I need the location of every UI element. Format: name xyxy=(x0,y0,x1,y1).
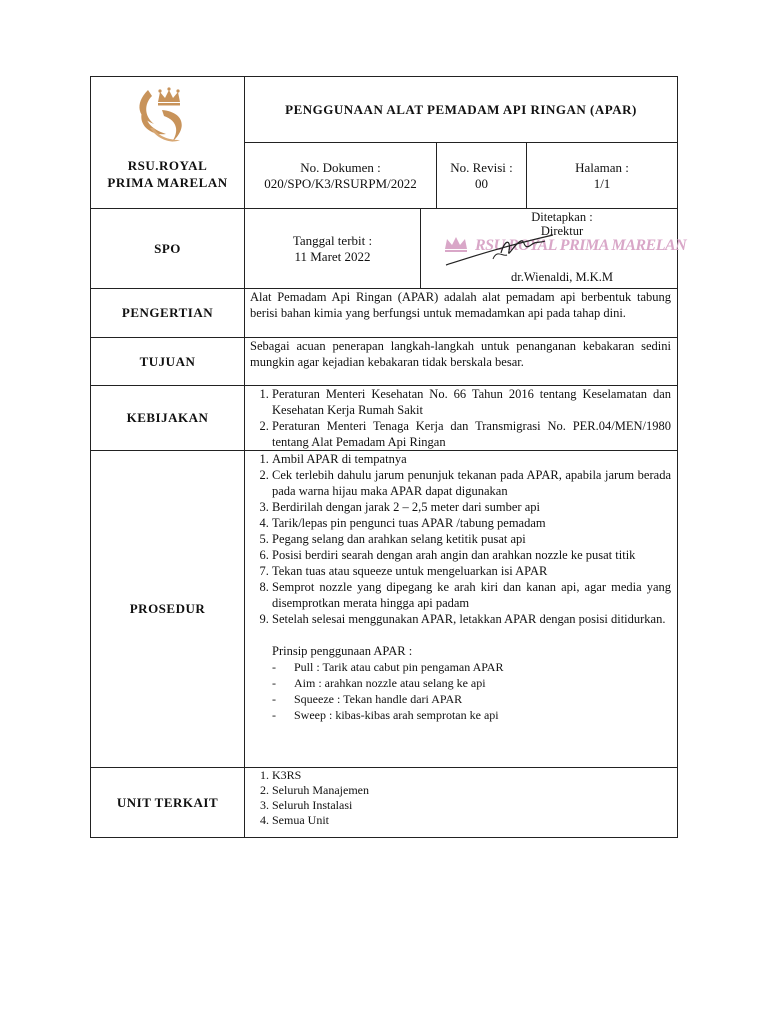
tujuan-label xyxy=(91,338,244,385)
kebijakan-item: 1. Peraturan Menteri Kesehatan No. 66 Tahun 2016 tentang Keselamatan dan Kesehatan Kerja Rumah Sakit xyxy=(272,386,671,418)
prosedur-step: 6. Posisi berdiri searah dengan arah angin dan arahkan nozzle ke pusat titik xyxy=(272,547,671,563)
prosedur-label-text: PROSEDUR xyxy=(129,601,206,616)
hospital-logo xyxy=(128,84,204,146)
prosedur-label xyxy=(91,451,244,767)
unit-item: 1. K3RS xyxy=(272,768,671,783)
principles-title: Prinsip penggunaan APAR : xyxy=(272,644,413,658)
principle-item: - Sweep : kibas-kibas arah semprotan ke api xyxy=(272,707,671,723)
revision-number xyxy=(437,143,526,208)
approved-name: dr.Wienaldi, M.K.M xyxy=(511,270,613,284)
kebijakan-label-text: KEBIJAKAN xyxy=(126,410,209,425)
revision-value: 00 xyxy=(475,175,488,191)
issue-date xyxy=(245,209,420,288)
unit-item: 2. Seluruh Manajemen xyxy=(272,783,671,798)
principle-item: - Squeeze : Tekan handle dari APAR xyxy=(272,691,671,707)
spo-label-text: SPO xyxy=(154,240,181,256)
principle-item: - Aim : arahkan nozzle atau selang ke api xyxy=(272,675,671,691)
prosedur-step: 3. Berdirilah dengan jarak 2 – 2,5 meter dari sumber api xyxy=(272,499,671,515)
document-title-text: PENGGUNAAN ALAT PEMADAM API RINGAN (APAR) xyxy=(285,101,637,117)
institution-name xyxy=(91,152,244,196)
prosedur-step: 5. Pegang selang dan arahkan selang ketitik pusat api xyxy=(272,531,671,547)
document-number xyxy=(245,143,436,208)
revision-label: No. Revisi : xyxy=(450,159,513,175)
approval-block xyxy=(421,209,687,288)
institution-line-1: RSU.ROYAL xyxy=(127,158,208,173)
tujuan-label-text: TUJUAN xyxy=(139,353,196,369)
kebijakan-item: 2. Peraturan Menteri Tenaga Kerja dan Transmigrasi No. PER.04/MEN/1980 tentang Alat Pemadam Api Ringan xyxy=(272,418,671,450)
page-number xyxy=(527,143,677,208)
institution-line-2: PRIMA MARELAN xyxy=(107,175,228,190)
unit-terkait-label-text: UNIT TERKAIT xyxy=(116,794,219,810)
prosedur-step: 9. Setelah selesai menggunakan APAR, letakkan APAR dengan posisi ditidurkan. xyxy=(272,611,671,627)
document-number-label: No. Dokumen : xyxy=(300,159,381,175)
prosedur-step: 1. Ambil APAR di tempatnya xyxy=(272,451,671,467)
unit-terkait-list xyxy=(248,768,671,837)
unit-terkait-label xyxy=(91,768,244,837)
approved-label: Ditetapkan : xyxy=(531,210,593,224)
unit-item: 3. Seluruh Instalasi xyxy=(272,798,671,813)
document-title xyxy=(245,77,677,142)
tujuan-text: Sebagai acuan penerapan langkah-langkah untuk penanganan kebakaran sedini mungkin agar kejadian kebakaran tidak berskala besar. xyxy=(250,339,671,369)
issue-date-value: 11 Maret 2022 xyxy=(294,248,371,264)
pengertian-label-text: PENGERTIAN xyxy=(121,305,214,320)
prosedur-step: 4. Tarik/lepas pin pengunci tuas APAR /tabung pemadam xyxy=(272,515,671,531)
unit-item: 4. Semua Unit xyxy=(272,813,671,828)
principles-block xyxy=(248,643,671,723)
principle-item: - Pull : Tarik atau cabut pin pengaman APAR xyxy=(272,659,671,675)
pengertian-label xyxy=(91,289,244,337)
page-label: Halaman : xyxy=(575,159,629,175)
stamp-text: RSU ROYAL PRIMA MARELAN xyxy=(475,237,687,254)
prosedur-step: 7. Tekan tuas atau squeeze untuk mengeluarkan isi APAR xyxy=(272,563,671,579)
kebijakan-list xyxy=(248,386,671,450)
prosedur-list xyxy=(248,451,671,767)
page-value: 1/1 xyxy=(593,175,611,191)
approved-role: Direktur xyxy=(540,224,584,238)
signature-icon xyxy=(441,229,561,269)
pengertian-text: Alat Pemadam Api Ringan (APAR) adalah alat pemadam api berbentuk tabung berisi bahan kimia yang berfungsi untuk memadamkan api pada tahap dini. xyxy=(250,290,671,320)
document-number-value: 020/SPO/K3/RSURPM/2022 xyxy=(264,175,417,191)
spo-label xyxy=(91,209,244,288)
prosedur-step: 2. Cek terlebih dahulu jarum penunjuk tekanan pada APAR, apabila jarum berada pada warna hijau maka APAR dapat digunakan xyxy=(272,467,671,499)
issue-date-label: Tanggal terbit : xyxy=(292,232,373,248)
prosedur-step: 8. Semprot nozzle yang dipegang ke arah kiri dan kanan api, agar media yang disemprotkan merata hingga api padam xyxy=(272,579,671,611)
kebijakan-label xyxy=(91,386,244,450)
